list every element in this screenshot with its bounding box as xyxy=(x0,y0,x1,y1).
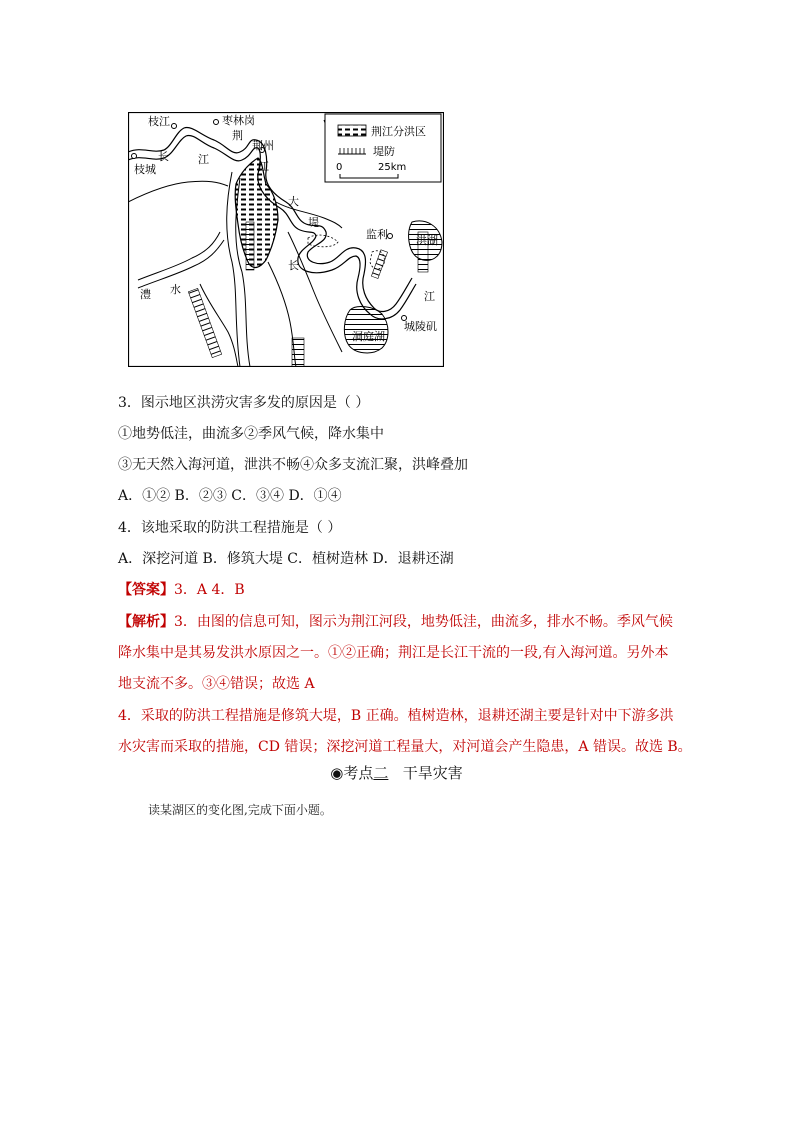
section-number: 二 xyxy=(373,764,389,782)
analysis-line-2: 降水集中是其易发洪水原因之一。①②正确；荆江是长江干流的一段,有入海河道。另外本 xyxy=(118,645,669,661)
map-legend xyxy=(325,114,441,182)
label-jiang-1: 江 xyxy=(198,153,209,166)
label-jiang-3: 江 xyxy=(424,290,435,303)
intro-text: 读某湖区的变化图,完成下面小题。 xyxy=(148,803,332,817)
label-zaolingang: 枣林岗 xyxy=(222,114,255,127)
analysis-label: 【解析】 xyxy=(118,614,174,630)
section-prefix: ◉考点 xyxy=(330,764,374,782)
label-chenglingji: 城陵矶 xyxy=(404,320,437,333)
analysis-text-1: 3．由图的信息可知，图示为荆江河段，地势低洼，曲流多，排水不畅。季风气候 xyxy=(174,614,673,630)
label-jingzhou: 荆州 xyxy=(252,139,274,152)
label-zhijiang: 枝江 xyxy=(148,115,170,128)
label-di: 堤 xyxy=(308,216,319,229)
label-zhicheng: 枝城 xyxy=(134,163,156,176)
answer-line xyxy=(118,580,245,600)
label-chang-1: 长 xyxy=(158,150,169,163)
legend-scale-distance: 25km xyxy=(378,162,407,173)
q3-option-line-2: ③无天然入海河道，泄洪不畅④众多支流汇聚，洪峰叠加 xyxy=(118,457,468,473)
label-jianli: 监利 xyxy=(366,228,388,241)
q4-choices: A．深挖河道 B．修筑大堤 C．植树造林 D．退耕还湖 xyxy=(118,551,454,567)
label-da: 大 xyxy=(288,195,299,208)
analysis-line-3: 地支流不多。③④错误；故选 A xyxy=(118,676,315,692)
label-jing: 荆 xyxy=(232,129,243,142)
label-shui: 水 xyxy=(170,283,181,296)
label-li: 澧 xyxy=(140,288,151,301)
label-honghu: 洪湖 xyxy=(416,234,438,247)
answer-label: 【答案】 xyxy=(118,582,174,598)
q3-stem: 3．图示地区洪涝灾害多发的原因是（ ） xyxy=(118,395,370,411)
legend-dike-label: 堤防 xyxy=(373,145,395,158)
label-jiang-2: 江 xyxy=(258,160,269,173)
label-chang-2: 长 xyxy=(288,259,299,272)
analysis-line-1 xyxy=(118,612,673,632)
label-dongtinghu: 洞庭湖 xyxy=(352,330,385,343)
section-heading xyxy=(0,762,793,783)
analysis-line-4: 4．采取的防洪工程措施是修筑大堤，B 正确。植树造林，退耕还湖主要是针对中下游多洪 xyxy=(118,708,674,724)
q4-stem: 4．该地采取的防洪工程措施是（ ） xyxy=(118,520,342,536)
analysis-line-5: 水灾害而采取的措施，CD 错误；深挖河道工程量大，对河道会产生隐患，A 错误。故选 B。 xyxy=(118,739,692,755)
legend-scale-zero: 0 xyxy=(336,162,343,173)
jingjiang-flood-map xyxy=(128,112,444,367)
q3-choices: A．①② B．②③ C．③④ D．①④ xyxy=(118,488,342,504)
section-title: 干旱灾害 xyxy=(402,764,463,782)
answer-text: 3．A 4．B xyxy=(174,582,245,598)
q3-option-line-1: ①地势低洼，曲流多②季风气候，降水集中 xyxy=(118,426,384,442)
legend-zone-label: 荆江分洪区 xyxy=(371,125,426,138)
